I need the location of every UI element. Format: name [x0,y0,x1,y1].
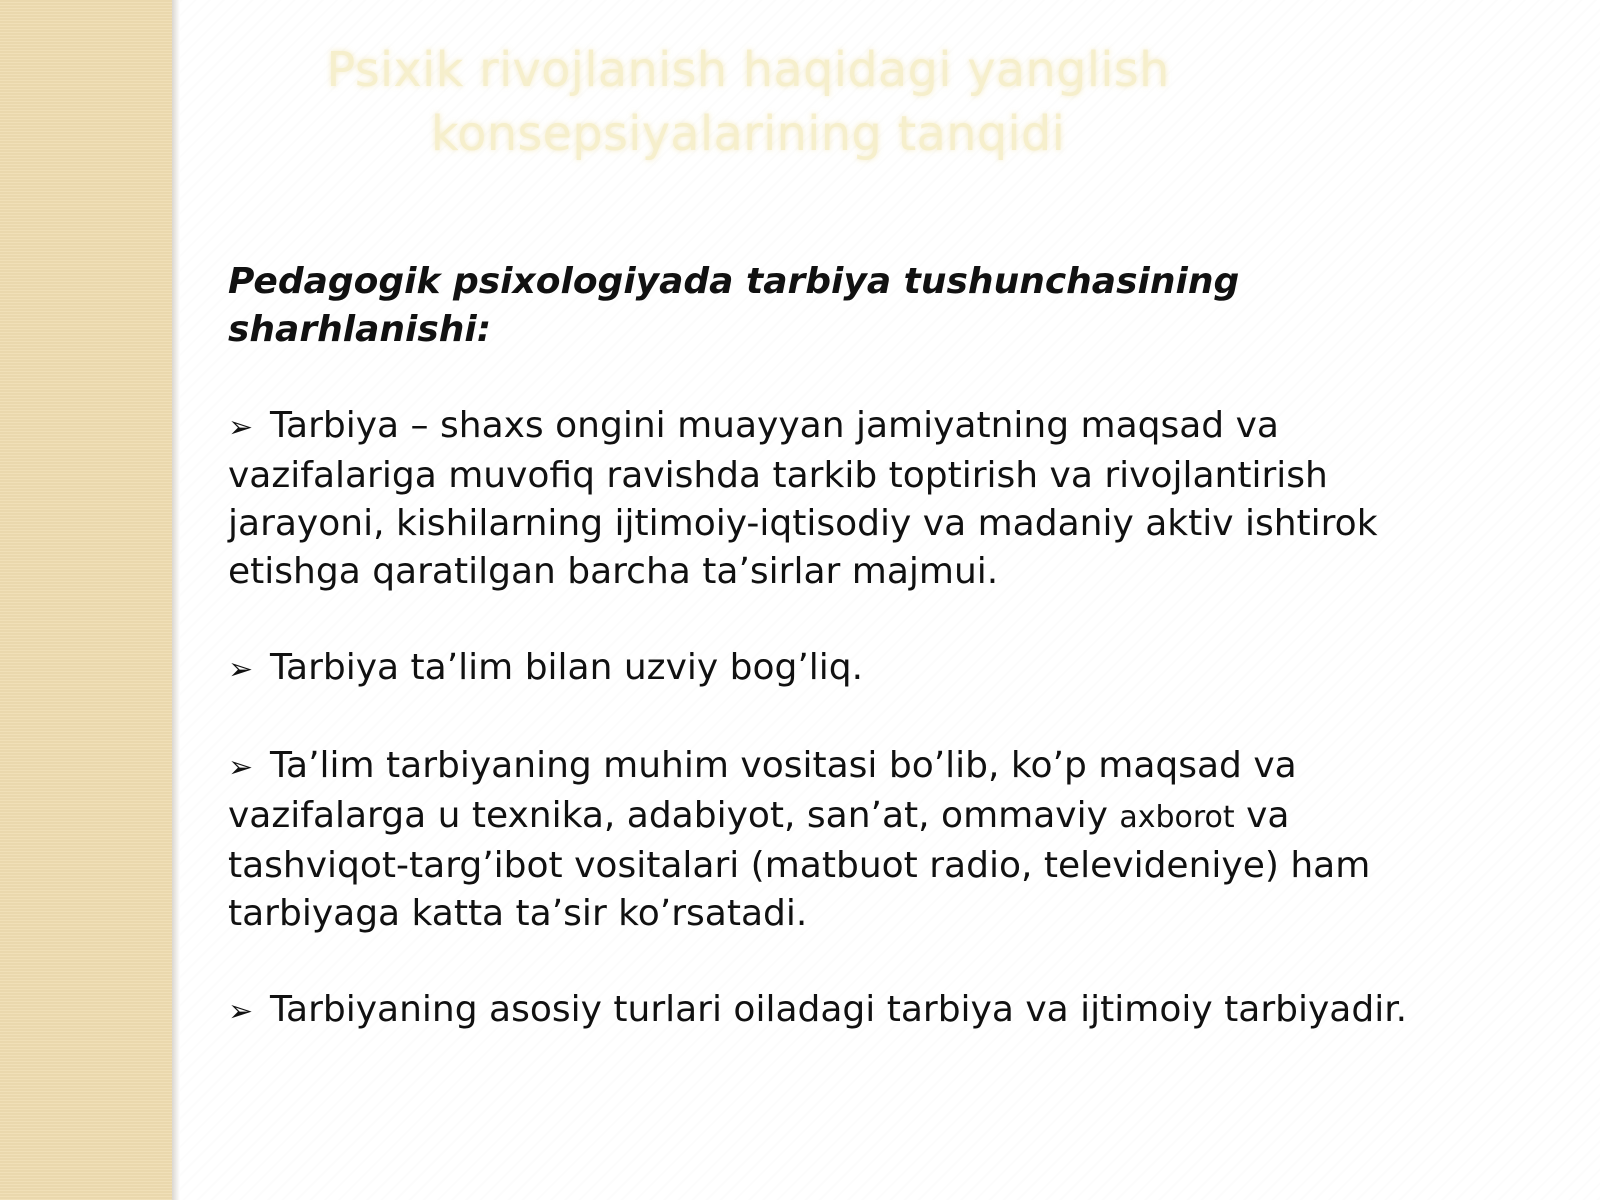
side-decoration-band [0,0,172,1200]
slide-title-line-2: konsepsiyalarining tanqidi [430,106,1066,162]
bullet-item-3 [228,742,1468,938]
slide-title [248,38,1248,166]
arrow-bullet-icon: ➢ [228,994,254,1029]
bullet-text-3b: va tashviqot-targ’ibot vositalari (matbuot radio, televideniye) ham tarbiyaga katta ta’sir ko’rsatadi. [228,795,1371,934]
bullet-item-2 [228,644,1468,694]
bullet-item-1 [228,402,1468,596]
slide-subtitle: Pedagogik psixologiyada tarbiya tushunchasining sharhlanishi: [228,261,1240,350]
arrow-bullet-icon: ➢ [228,410,254,445]
bullet-text-2: Tarbiya ta’lim bilan uzviy bog’liq. [270,647,864,688]
arrow-bullet-icon: ➢ [228,652,254,687]
arrow-bullet-icon: ➢ [228,750,254,785]
side-band-shadow [172,0,180,1200]
bullet-text-3-small: axborot [1119,800,1235,835]
bullet-text-4: Tarbiyaning asosiy turlari oiladagi tarbiya va ijtimoiy tarbiyadir. [270,989,1408,1030]
bullet-text-1: Tarbiya – shaxs ongini muayyan jamiyatning maqsad va vazifalariga muvofiq ravishda tarkib toptirish va rivojlantirish jarayoni, kishilarning ijtimoiy-iqtisodiy va madaniy aktiv ishtirok etishga qaratilgan barcha ta’sirlar majmui. [228,405,1378,592]
slide-title-line-1: Psixik rivojlanish haqidagi yanglish [326,42,1170,98]
bullet-item-4 [228,986,1468,1036]
bullet-text-3a: Ta’lim tarbiyaning muhim vositasi bo’lib, ko’p maqsad va vazifalarga u texnika, adabiyot, san’at, ommaviy [228,745,1297,836]
slide-body [228,258,1468,1084]
